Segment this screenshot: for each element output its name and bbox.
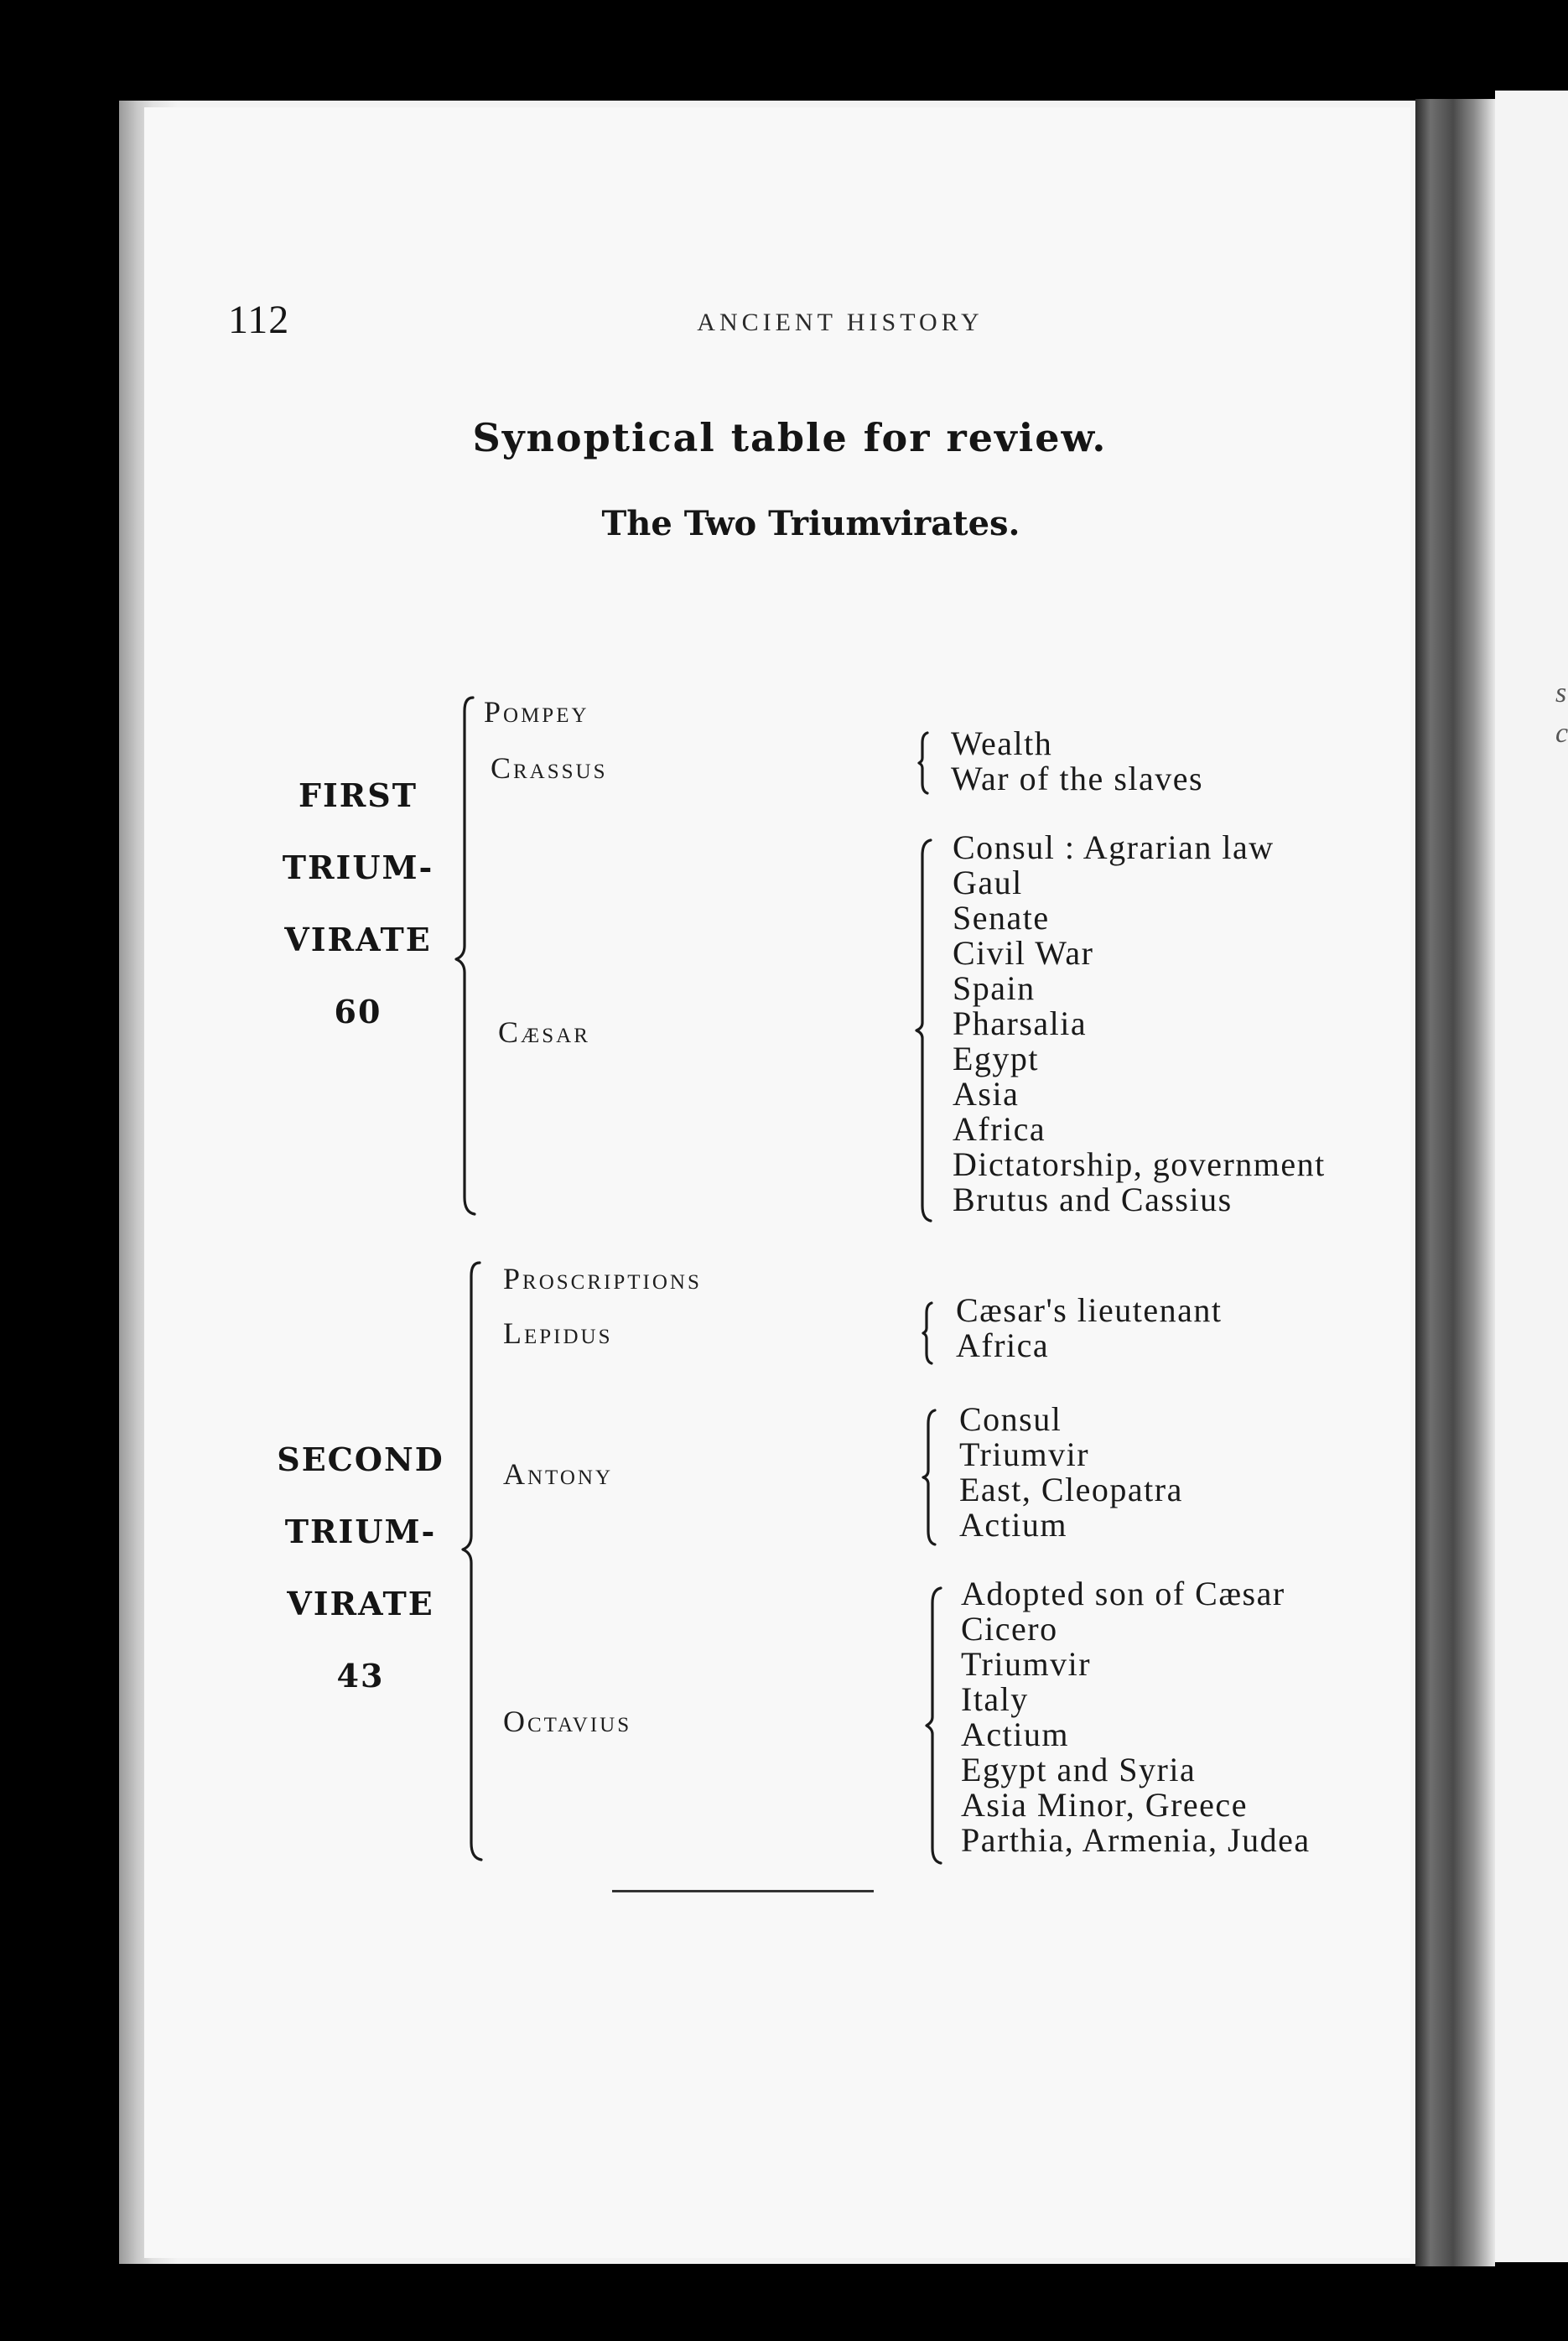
antony-fact: Actium (959, 1506, 1067, 1544)
proscriptions-heading: Proscriptions (503, 1262, 702, 1295)
second-triumvirate-brace (461, 1259, 495, 1863)
octavius-fact: Parthia, Armenia, Judea (961, 1821, 1311, 1859)
octavius-fact: Asia Minor, Greece (961, 1786, 1248, 1824)
caesar-facts-brace (914, 837, 939, 1224)
lepidus-fact: Cæsar's lieutenant (956, 1291, 1223, 1329)
caesar-fact: Africa (953, 1110, 1046, 1148)
next-page-edge (1495, 91, 1568, 2262)
closing-rule (612, 1890, 874, 1892)
lepidus-facts-brace (920, 1300, 940, 1367)
caesar-fact: Spain (953, 969, 1036, 1007)
label-line: TRIUM- (282, 849, 434, 886)
label-line: FIRST (298, 776, 418, 814)
label-line: TRIUM- (284, 1513, 437, 1550)
label-line: 60 (334, 993, 382, 1030)
person-lepidus: Lepidus (503, 1316, 613, 1350)
caesar-fact: Brutus and Cassius (953, 1181, 1233, 1218)
caesar-fact: Senate (953, 899, 1050, 937)
second-triumvirate-label (252, 1424, 470, 1712)
caesar-fact: Consul : Agrarian law (953, 828, 1275, 866)
lepidus-fact: Africa (956, 1326, 1050, 1364)
octavius-fact: Adopted son of Cæsar (961, 1575, 1285, 1612)
caesar-fact: Gaul (953, 864, 1023, 901)
crassus-facts (951, 726, 1203, 797)
book-page (144, 107, 1410, 2258)
caesar-fact: Civil War (953, 934, 1094, 972)
running-title: ANCIENT HISTORY (697, 309, 984, 336)
antony-facts-brace (920, 1407, 943, 1548)
caesar-fact: Dictatorship, government (953, 1145, 1326, 1183)
caesar-fact: Pharsalia (953, 1004, 1088, 1042)
caesar-fact: Asia (953, 1075, 1020, 1113)
octavius-facts (961, 1576, 1311, 1858)
antony-fact: Consul (959, 1400, 1062, 1438)
label-line: 43 (336, 1657, 385, 1695)
label-line: SECOND (277, 1440, 444, 1478)
person-caesar: Cæsar (498, 1015, 590, 1049)
running-head (228, 297, 1327, 347)
next-page-fragment: c (1555, 718, 1568, 749)
octavius-fact: Triumvir (961, 1645, 1092, 1683)
next-page-fragment: s (1555, 677, 1567, 709)
first-triumvirate-label (249, 760, 467, 1048)
person-pompey: Pompey (484, 695, 589, 729)
octavius-fact: Italy (961, 1680, 1029, 1718)
caesar-fact: Egypt (953, 1040, 1040, 1077)
label-line: VIRATE (287, 1585, 434, 1622)
antony-facts (959, 1402, 1183, 1543)
octavius-fact: Actium (961, 1716, 1069, 1753)
book-gutter (1415, 99, 1495, 2266)
antony-fact: Triumvir (959, 1435, 1090, 1473)
first-triumvirate-brace (454, 694, 488, 1218)
antony-fact: East, Cleopatra (959, 1471, 1183, 1508)
crassus-facts-brace (916, 729, 936, 797)
person-octavius: Octavius (503, 1705, 632, 1738)
crassus-fact: Wealth (951, 724, 1053, 762)
label-line: VIRATE (284, 921, 432, 958)
octavius-fact: Cicero (961, 1610, 1058, 1648)
page-number: 112 (228, 298, 290, 342)
octavius-facts-brace (924, 1585, 949, 1866)
crassus-fact: War of the slaves (951, 760, 1204, 797)
page-subtitle: The Two Triumvirates. (601, 504, 1020, 543)
page-title: Synoptical table for review. (472, 415, 1108, 460)
octavius-fact: Egypt and Syria (961, 1751, 1197, 1788)
person-antony: Antony (503, 1457, 614, 1491)
lepidus-facts (956, 1293, 1223, 1363)
caesar-facts (953, 830, 1326, 1217)
person-crassus: Crassus (491, 751, 608, 785)
